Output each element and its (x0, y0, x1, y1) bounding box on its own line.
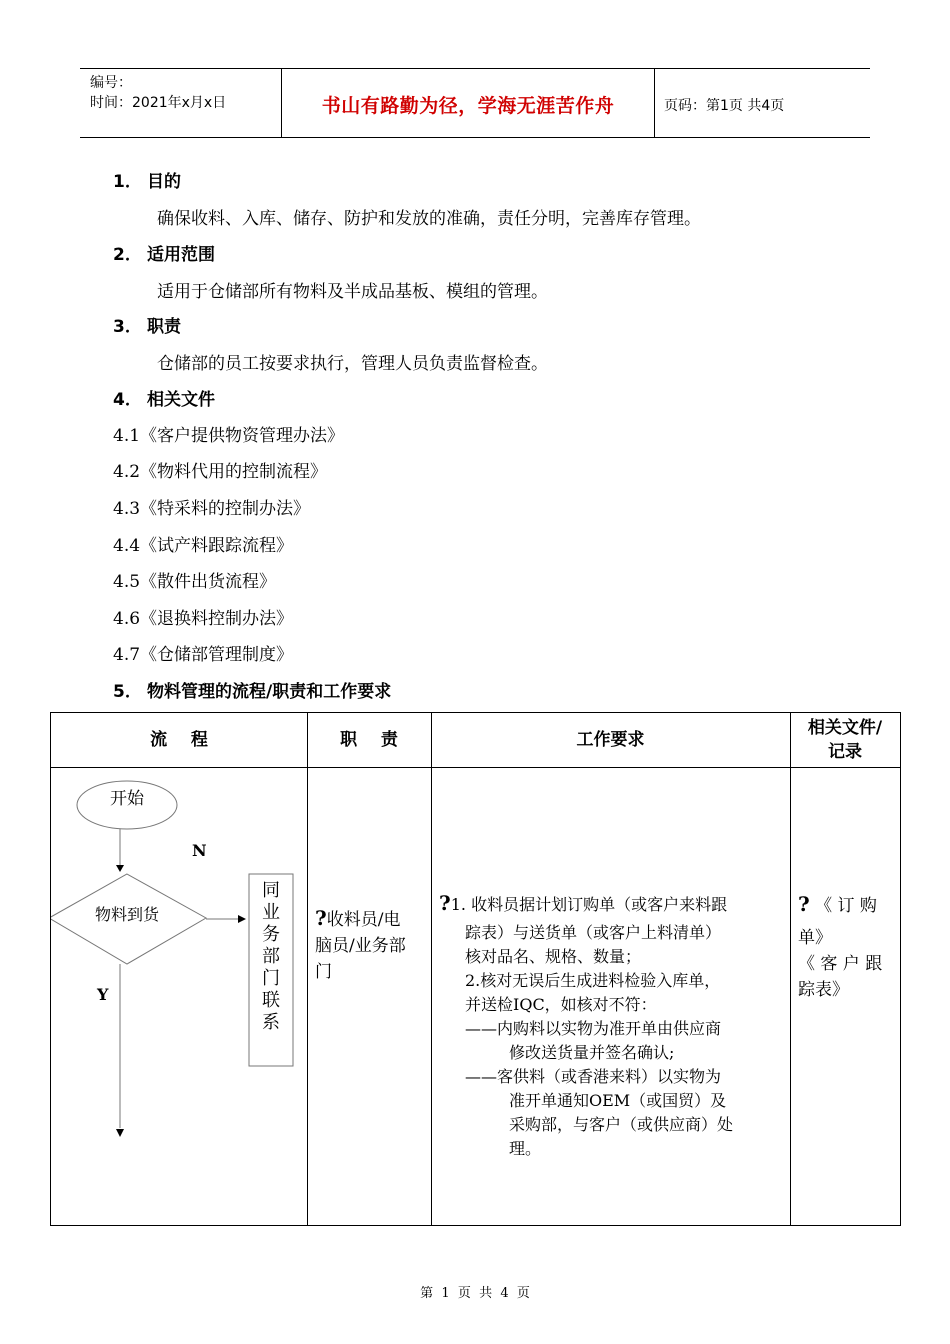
flow-arrowhead (238, 915, 246, 923)
section-2-body: 适用于仓储部所有物料及半成品基板、模组的管理。 (157, 282, 548, 302)
section-4-heading: 4． 相关文件 (113, 390, 215, 410)
page-footer: 第 1 页 共 4 页 (420, 1286, 530, 1301)
bullet-mark: ? (798, 892, 810, 916)
flow-arrowhead (116, 865, 124, 872)
header-divider (654, 69, 655, 137)
requirements-cell: ?1. 收料员据计划订购单（或客户来料跟 踪表）与送货单（或客户上料清单） 核对品名、规格、数量； 2.核对无误后生成进料检验入库单， 并送检IQC，如核对不符： ——内购料以实物为准开单由供应商 修改送货量并签名确认; ——客供料（或香港来料）以实物为 准开单通知OEM（或国贸）及 采购部，与客户（或供应商）处 理。 (439, 891, 734, 1158)
related-doc-item: 4.6《退换料控制办法》 (113, 609, 294, 629)
related-doc-item: 4.5《散件出货流程》 (113, 572, 277, 592)
flow-start-label: 开始 (110, 789, 144, 809)
section-5-heading: 5． 物料管理的流程/职责和工作要求 (113, 682, 392, 702)
page-header (80, 68, 870, 138)
section-3-body: 仓储部的员工按要求执行，管理人员负责监督检查。 (157, 354, 548, 374)
column-divider (790, 713, 791, 1225)
flow-yes-label: Y (97, 985, 109, 1004)
flow-decision-label: 物料到货 (94, 905, 159, 923)
records-cell: ? 《 订 购 单》 《 客 户 跟 踪表》 (798, 892, 883, 1000)
header-flow: 流 程 (150, 730, 208, 750)
doc-time-label: 时间：2021年x月x日 (90, 95, 227, 111)
header-motto: 书山有路勤为径，学海无涯苦作舟 (321, 95, 615, 117)
related-doc-item: 4.1《客户提供物资管理办法》 (113, 426, 345, 446)
section-1-heading: 1． 目的 (113, 172, 181, 192)
header-meta (90, 73, 226, 113)
header-requirements: 工作要求 (576, 730, 645, 750)
flow-no-label: N (192, 841, 207, 860)
section-1-body: 确保收料、入库、储存、防护和发放的准确，责任分明，完善库存管理。 (157, 209, 701, 229)
related-doc-item: 4.2《物料代用的控制流程》 (113, 462, 328, 482)
process-table (50, 712, 901, 1226)
related-doc-item: 4.3《特采料的控制办法》 (113, 499, 311, 519)
flow-contact-label: 同 业 务 部 门 联 系 (262, 880, 280, 1033)
section-2-heading: 2． 适用范围 (113, 245, 215, 265)
header-duty: 职 责 (340, 730, 398, 750)
header-page-label: 页码：第1页 共4页 (664, 98, 785, 114)
flow-arrowhead (116, 1129, 124, 1137)
header-records: 相关文件/ 记录 (807, 718, 883, 762)
section-3-heading: 3． 职责 (113, 317, 181, 337)
column-divider (431, 713, 432, 1225)
duty-cell: ?收料员/电 脑员/业务部 门 (315, 906, 406, 982)
related-doc-item: 4.7《仓储部管理制度》 (113, 645, 294, 665)
related-doc-item: 4.4《试产料跟踪流程》 (113, 536, 294, 556)
bullet-mark: ? (315, 906, 327, 930)
bullet-mark: ? (439, 891, 451, 915)
column-divider (307, 713, 308, 1225)
doc-number-label: 编号： (90, 75, 132, 91)
